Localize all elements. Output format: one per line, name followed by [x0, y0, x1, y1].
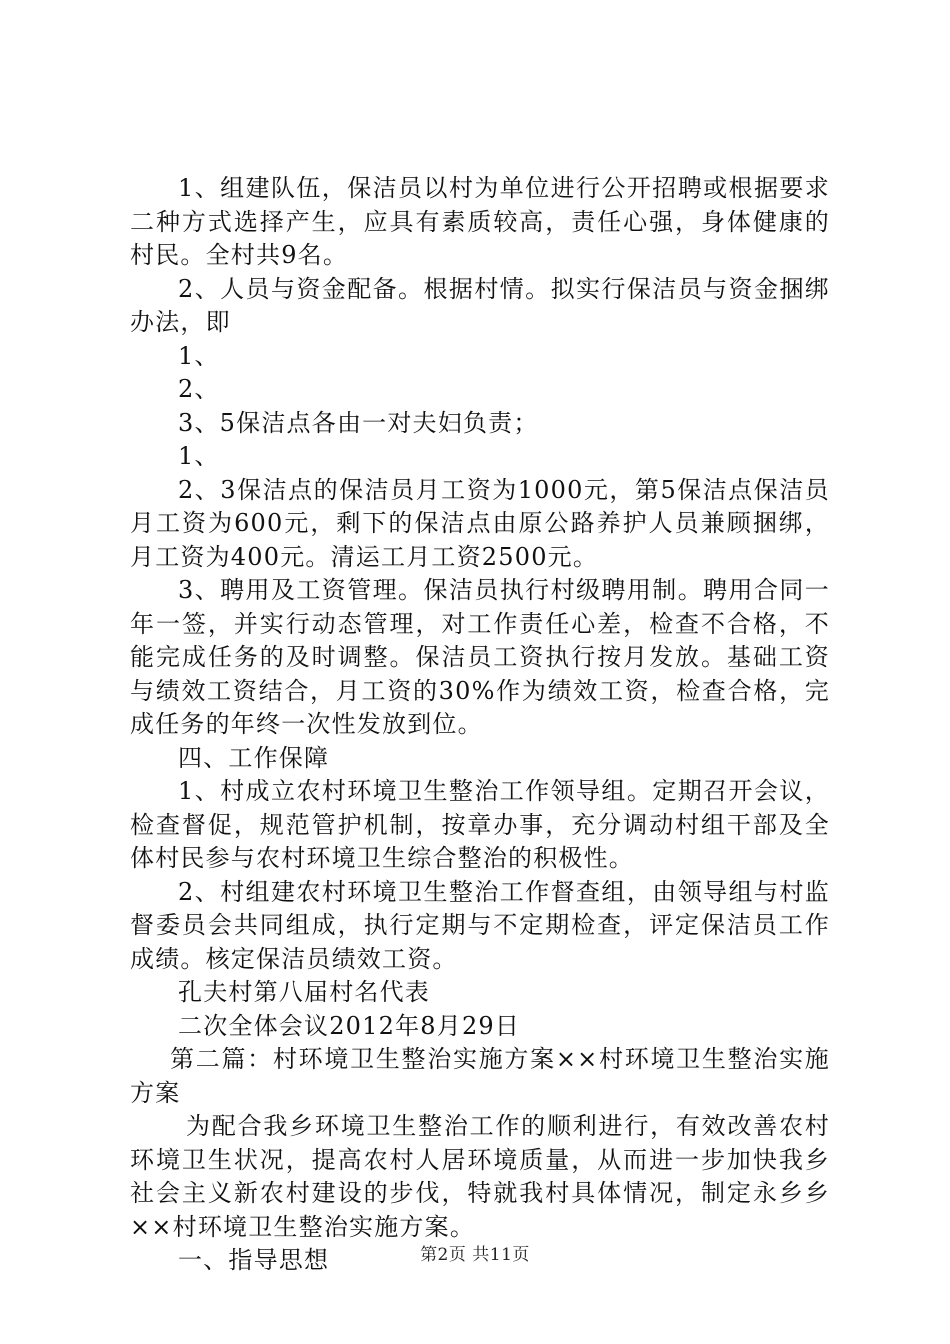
paragraph-inspection-group: 2、村组建农村环境卫生整治工作督查组，由领导组与村监督委员会共同组成，执行定期与不定期检查，评定保洁员工作成绩。核定保洁员绩效工资。 [130, 877, 830, 973]
paragraph-item-2: 2、 [178, 375, 220, 403]
paragraph-wages: 2、3保洁点的保洁员月工资为1000元，第5保洁点保洁员月工资为600元，剩下的保洁点由原公路养护人员兼顾捆绑，月工资为400元。清运工月工资2500元。 [130, 475, 830, 571]
paragraph-team-setup: 1、组建队伍，保洁员以村为单位进行公开招聘或根据要求二种方式选择产生，应具有素质较高，责任心强，身体健康的村民。全村共9名。 [130, 174, 830, 269]
signature-representatives: 孔夫村第八届村名代表 [178, 978, 430, 1006]
section-heading-work-guarantee: 四、工作保障 [178, 743, 330, 772]
paragraph-staff-funding: 2、人员与资金配备。根据村情。拟实行保洁员与资金捆绑办法，即 [130, 274, 830, 336]
chapter-title-second: 第二篇：村环境卫生整治实施方案××村环境卫生整治实施方案 [130, 1045, 830, 1107]
paragraph-leadership-group: 1、村成立农村环境卫生整治工作领导组。定期召开会议，检查督促，规范管护机制，按章办事，充分调动村组干部及全体村民参与农村环境卫生综合整治的积极性。 [130, 777, 830, 872]
page-number-footer: 第2页 共11页 [420, 1245, 530, 1265]
document-body [130, 172, 830, 1278]
section-heading-guiding-ideology: 一、指导思想 [178, 1246, 330, 1274]
paragraph-item-1b: 1、 [178, 442, 220, 470]
paragraph-employment-management: 3、聘用及工资管理。保洁员执行村级聘用制。聘用合同一年一签，并实行动态管理，对工作责任心差，检查不合格，不能完成任务的及时调整。保洁员工资执行按月发放。基础工资与绩效工资结合，月工资的30%作为绩效工资，检查合格，完成任务的年终一次性发放到位。 [130, 576, 830, 738]
signature-meeting-date: 二次全体会议2012年8月29日 [178, 1011, 521, 1040]
paragraph-item-1: 1、 [178, 341, 220, 370]
paragraph-item-3: 3、5保洁点各由一对夫妇负责； [178, 408, 539, 437]
paragraph-purpose: 为配合我乡环境卫生整治工作的顺利进行，有效改善农村环境卫生状况，提高农村人居环境质量，从而进一步加快我乡社会主义新农村建设的步伐，特就我村具体情况，制定永乡乡××村环境卫生整治实施方案。 [130, 1112, 830, 1241]
